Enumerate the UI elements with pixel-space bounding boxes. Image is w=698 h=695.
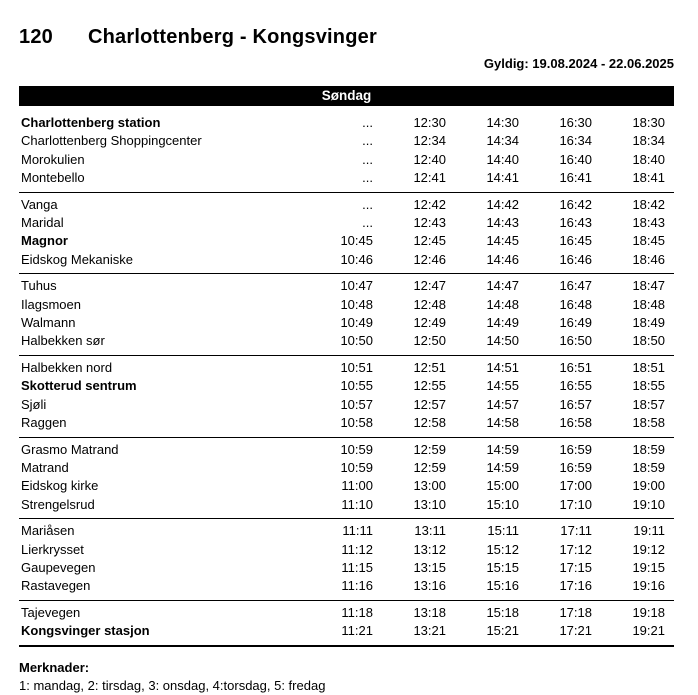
departure-time: 16:40: [559, 151, 592, 167]
departure-time: 16:42: [559, 196, 592, 212]
table-row: [19, 232, 674, 250]
departure-time: 14:45: [486, 233, 519, 249]
departure-time: 16:59: [559, 459, 592, 475]
departure-time: 12:42: [413, 196, 446, 212]
station-name: Halbekken nord: [21, 359, 113, 375]
departure-time: 12:48: [413, 296, 446, 312]
timetable: [19, 106, 674, 647]
station-name: Charlottenberg station: [21, 115, 161, 130]
departure-time: 16:47: [559, 278, 592, 294]
station-name: Morokulien: [21, 151, 85, 167]
departure-time: 10:55: [340, 378, 373, 394]
departure-time: 15:18: [486, 604, 519, 620]
departure-time: 13:15: [413, 559, 446, 575]
departure-time: 11:11: [342, 523, 373, 539]
station-name: Tuhus: [21, 278, 57, 294]
departure-time: 14:48: [486, 296, 519, 312]
departure-time: 12:49: [413, 315, 446, 331]
station-name: Rastavegen: [21, 578, 91, 594]
departure-time: 14:46: [486, 251, 519, 267]
departure-time: ...: [362, 115, 373, 130]
departure-time: 16:50: [559, 333, 592, 349]
departure-time: 14:34: [486, 133, 519, 149]
departure-time: 14:59: [486, 459, 519, 475]
departure-time: 10:59: [340, 441, 373, 457]
table-row: [19, 296, 674, 314]
departure-time: 19:11: [633, 523, 665, 539]
table-row: [19, 151, 674, 169]
departure-time: 16:30: [559, 115, 592, 130]
departure-time: 12:50: [413, 333, 446, 349]
departure-time: 10:51: [340, 359, 373, 375]
timetable-group: [19, 438, 674, 520]
departure-time: 16:57: [559, 396, 592, 412]
departure-time: 14:55: [486, 378, 519, 394]
timetable-group: [19, 519, 674, 601]
departure-time: 13:21: [413, 623, 446, 639]
table-row: [19, 251, 674, 269]
table-row: [19, 541, 674, 559]
departure-time: 19:18: [632, 604, 665, 620]
table-row: [19, 132, 674, 150]
departure-time: 15:21: [486, 623, 519, 639]
departure-time: 12:46: [413, 251, 446, 267]
departure-time: 16:43: [559, 215, 592, 231]
departure-time: 18:59: [632, 441, 665, 457]
departure-time: 12:59: [413, 459, 446, 475]
table-row: [19, 522, 674, 540]
departure-time: 17:12: [559, 541, 592, 557]
departure-time: 15:15: [486, 559, 519, 575]
departure-time: 15:00: [486, 478, 519, 494]
departure-time: 18:34: [632, 133, 665, 149]
departure-time: 16:41: [559, 170, 592, 186]
departure-time: 18:48: [632, 296, 665, 312]
departure-time: 11:21: [341, 623, 373, 639]
departure-time: 18:50: [632, 333, 665, 349]
departure-time: 16:51: [559, 359, 592, 375]
timetable-group: [19, 274, 674, 356]
departure-time: 19:12: [632, 541, 665, 557]
departure-time: 19:00: [632, 478, 665, 494]
station-name: Sjøli: [21, 396, 47, 412]
station-name: Ilagsmoen: [21, 296, 81, 312]
departure-time: 14:58: [486, 415, 519, 431]
timetable-group: [19, 356, 674, 438]
station-name: Gaupevegen: [21, 559, 96, 575]
departure-time: 14:59: [486, 441, 519, 457]
departure-time: 18:51: [632, 359, 665, 375]
departure-time: 12:45: [413, 233, 446, 249]
departure-time: 14:51: [486, 359, 519, 375]
departure-time: 13:12: [413, 541, 446, 557]
departure-time: 10:57: [340, 396, 373, 412]
departure-time: ...: [362, 196, 373, 212]
departure-time: 10:50: [340, 333, 373, 349]
departure-time: 17:21: [559, 623, 592, 639]
station-name: Maridal: [21, 215, 64, 231]
table-row: [19, 214, 674, 232]
departure-time: 19:15: [632, 559, 665, 575]
station-name: Charlottenberg Shoppingcenter: [21, 133, 202, 149]
departure-time: 15:10: [486, 496, 519, 512]
table-row: [19, 459, 674, 477]
departure-time: 13:11: [414, 523, 446, 539]
departure-time: 14:50: [486, 333, 519, 349]
departure-time: 15:12: [486, 541, 519, 557]
departure-time: 17:10: [559, 496, 592, 512]
departure-time: 16:49: [559, 315, 592, 331]
table-row: [19, 477, 674, 495]
departure-time: 18:42: [632, 196, 665, 212]
departure-time: 16:59: [559, 441, 592, 457]
departure-time: 13:18: [413, 604, 446, 620]
departure-time: 18:46: [632, 251, 665, 267]
station-name: Tajevegen: [21, 604, 81, 620]
station-name: Halbekken sør: [21, 333, 105, 349]
departure-time: 10:47: [340, 278, 373, 294]
departure-time: 14:57: [486, 396, 519, 412]
station-name: Walmann: [21, 315, 76, 331]
departure-time: 14:41: [486, 170, 519, 186]
table-row: [19, 277, 674, 295]
departure-time: 18:40: [632, 151, 665, 167]
departure-time: 19:16: [632, 578, 665, 594]
departure-time: 18:41: [632, 170, 665, 186]
day-header-bar: [19, 86, 674, 106]
departure-time: 10:59: [340, 459, 373, 475]
departure-time: 12:30: [413, 115, 446, 130]
table-row: [19, 414, 674, 432]
departure-time: 12:47: [413, 278, 446, 294]
departure-time: 12:58: [413, 415, 446, 431]
table-row: [19, 559, 674, 577]
departure-time: ...: [362, 170, 373, 186]
departure-time: 11:12: [341, 541, 373, 557]
departure-time: 12:51: [413, 359, 446, 375]
departure-time: 14:47: [486, 278, 519, 294]
station-name: Lierkrysset: [21, 541, 84, 557]
departure-time: 16:34: [559, 133, 592, 149]
departure-time: 14:40: [486, 151, 519, 167]
departure-time: 17:00: [559, 478, 592, 494]
departure-time: 12:41: [413, 170, 446, 186]
departure-time: 15:16: [486, 578, 519, 594]
departure-time: 12:40: [413, 151, 446, 167]
departure-time: 12:55: [413, 378, 446, 394]
departure-time: 19:10: [632, 496, 665, 512]
departure-time: 16:45: [559, 233, 592, 249]
departure-time: 14:42: [486, 196, 519, 212]
departure-time: 18:55: [632, 378, 665, 394]
table-row: [19, 622, 674, 640]
departure-time: 11:15: [341, 559, 373, 575]
validity-period: Gyldig: 19.08.2024 - 22.06.2025: [483, 56, 674, 71]
departure-time: 13:10: [413, 496, 446, 512]
station-name: Montebello: [21, 170, 85, 186]
departure-time: 19:21: [632, 623, 665, 639]
departure-time: ...: [362, 215, 373, 231]
page-title: [19, 26, 674, 49]
departure-time: 12:43: [413, 215, 446, 231]
table-row: [19, 496, 674, 514]
departure-time: 16:58: [559, 415, 592, 431]
departure-time: 10:49: [340, 315, 373, 331]
departure-time: 17:15: [559, 559, 592, 575]
departure-time: 14:49: [486, 315, 519, 331]
table-row: [19, 196, 674, 214]
departure-time: 18:57: [632, 396, 665, 412]
table-row: [19, 396, 674, 414]
departure-time: 12:57: [413, 396, 446, 412]
table-row: [19, 604, 674, 622]
departure-time: 11:10: [341, 496, 373, 512]
departure-time: 11:16: [341, 578, 373, 594]
route-name: Charlottenberg - Kongsvinger: [88, 26, 377, 48]
departure-time: 16:55: [559, 378, 592, 394]
departure-time: 10:46: [340, 251, 373, 267]
departure-time: 14:30: [486, 115, 519, 130]
station-name: Grasmo Matrand: [21, 441, 119, 457]
station-name: Mariåsen: [21, 523, 75, 539]
station-name: Matrand: [21, 459, 69, 475]
station-name: Skotterud sentrum: [21, 378, 137, 394]
timetable-group: [19, 106, 674, 193]
station-name: Magnor: [21, 233, 68, 249]
station-name: Kongsvinger stasjon: [21, 623, 150, 639]
departure-time: 18:30: [632, 115, 665, 130]
departure-time: 18:49: [632, 315, 665, 331]
departure-time: 10:58: [340, 415, 373, 431]
notes-line: 1: mandag, 2: tirsdag, 3: onsdag, 4:torsdag, 5: fredag: [19, 677, 326, 693]
route-number: 120: [19, 26, 53, 48]
departure-time: 17:16: [559, 578, 592, 594]
departure-time: 10:45: [340, 233, 373, 249]
departure-time: ...: [362, 133, 373, 149]
departure-time: 17:11: [560, 523, 592, 539]
station-name: Eidskog kirke: [21, 478, 99, 494]
departure-time: 13:00: [413, 478, 446, 494]
table-row: [19, 441, 674, 459]
departure-time: 17:18: [559, 604, 592, 620]
table-row: [19, 169, 674, 187]
station-name: Raggen: [21, 415, 67, 431]
notes-title: Merknader:: [19, 659, 90, 675]
departure-time: 16:48: [559, 296, 592, 312]
departure-time: 11:00: [341, 478, 373, 494]
table-row: [19, 314, 674, 332]
station-name: Vanga: [21, 196, 58, 212]
departure-time: 11:18: [341, 604, 373, 620]
table-row: [19, 114, 674, 132]
departure-time: 12:59: [413, 441, 446, 457]
departure-time: 16:46: [559, 251, 592, 267]
table-row: [19, 377, 674, 395]
departure-time: 18:59: [632, 459, 665, 475]
station-name: Eidskog Mekaniske: [21, 251, 133, 267]
departure-time: 18:58: [632, 415, 665, 431]
departure-time: 13:16: [413, 578, 446, 594]
table-row: [19, 359, 674, 377]
departure-time: 18:43: [632, 215, 665, 231]
departure-time: 12:34: [413, 133, 446, 149]
departure-time: 15:11: [487, 523, 519, 539]
timetable-group: [19, 601, 674, 647]
departure-time: ...: [362, 151, 373, 167]
station-name: Strengelsrud: [21, 496, 95, 512]
departure-time: 14:43: [486, 215, 519, 231]
day-header-label: Søndag: [321, 88, 372, 103]
departure-time: 18:45: [632, 233, 665, 249]
table-row: [19, 332, 674, 350]
table-row: [19, 577, 674, 595]
departure-time: 18:47: [632, 278, 665, 294]
departure-time: 10:48: [340, 296, 373, 312]
timetable-group: [19, 193, 674, 275]
